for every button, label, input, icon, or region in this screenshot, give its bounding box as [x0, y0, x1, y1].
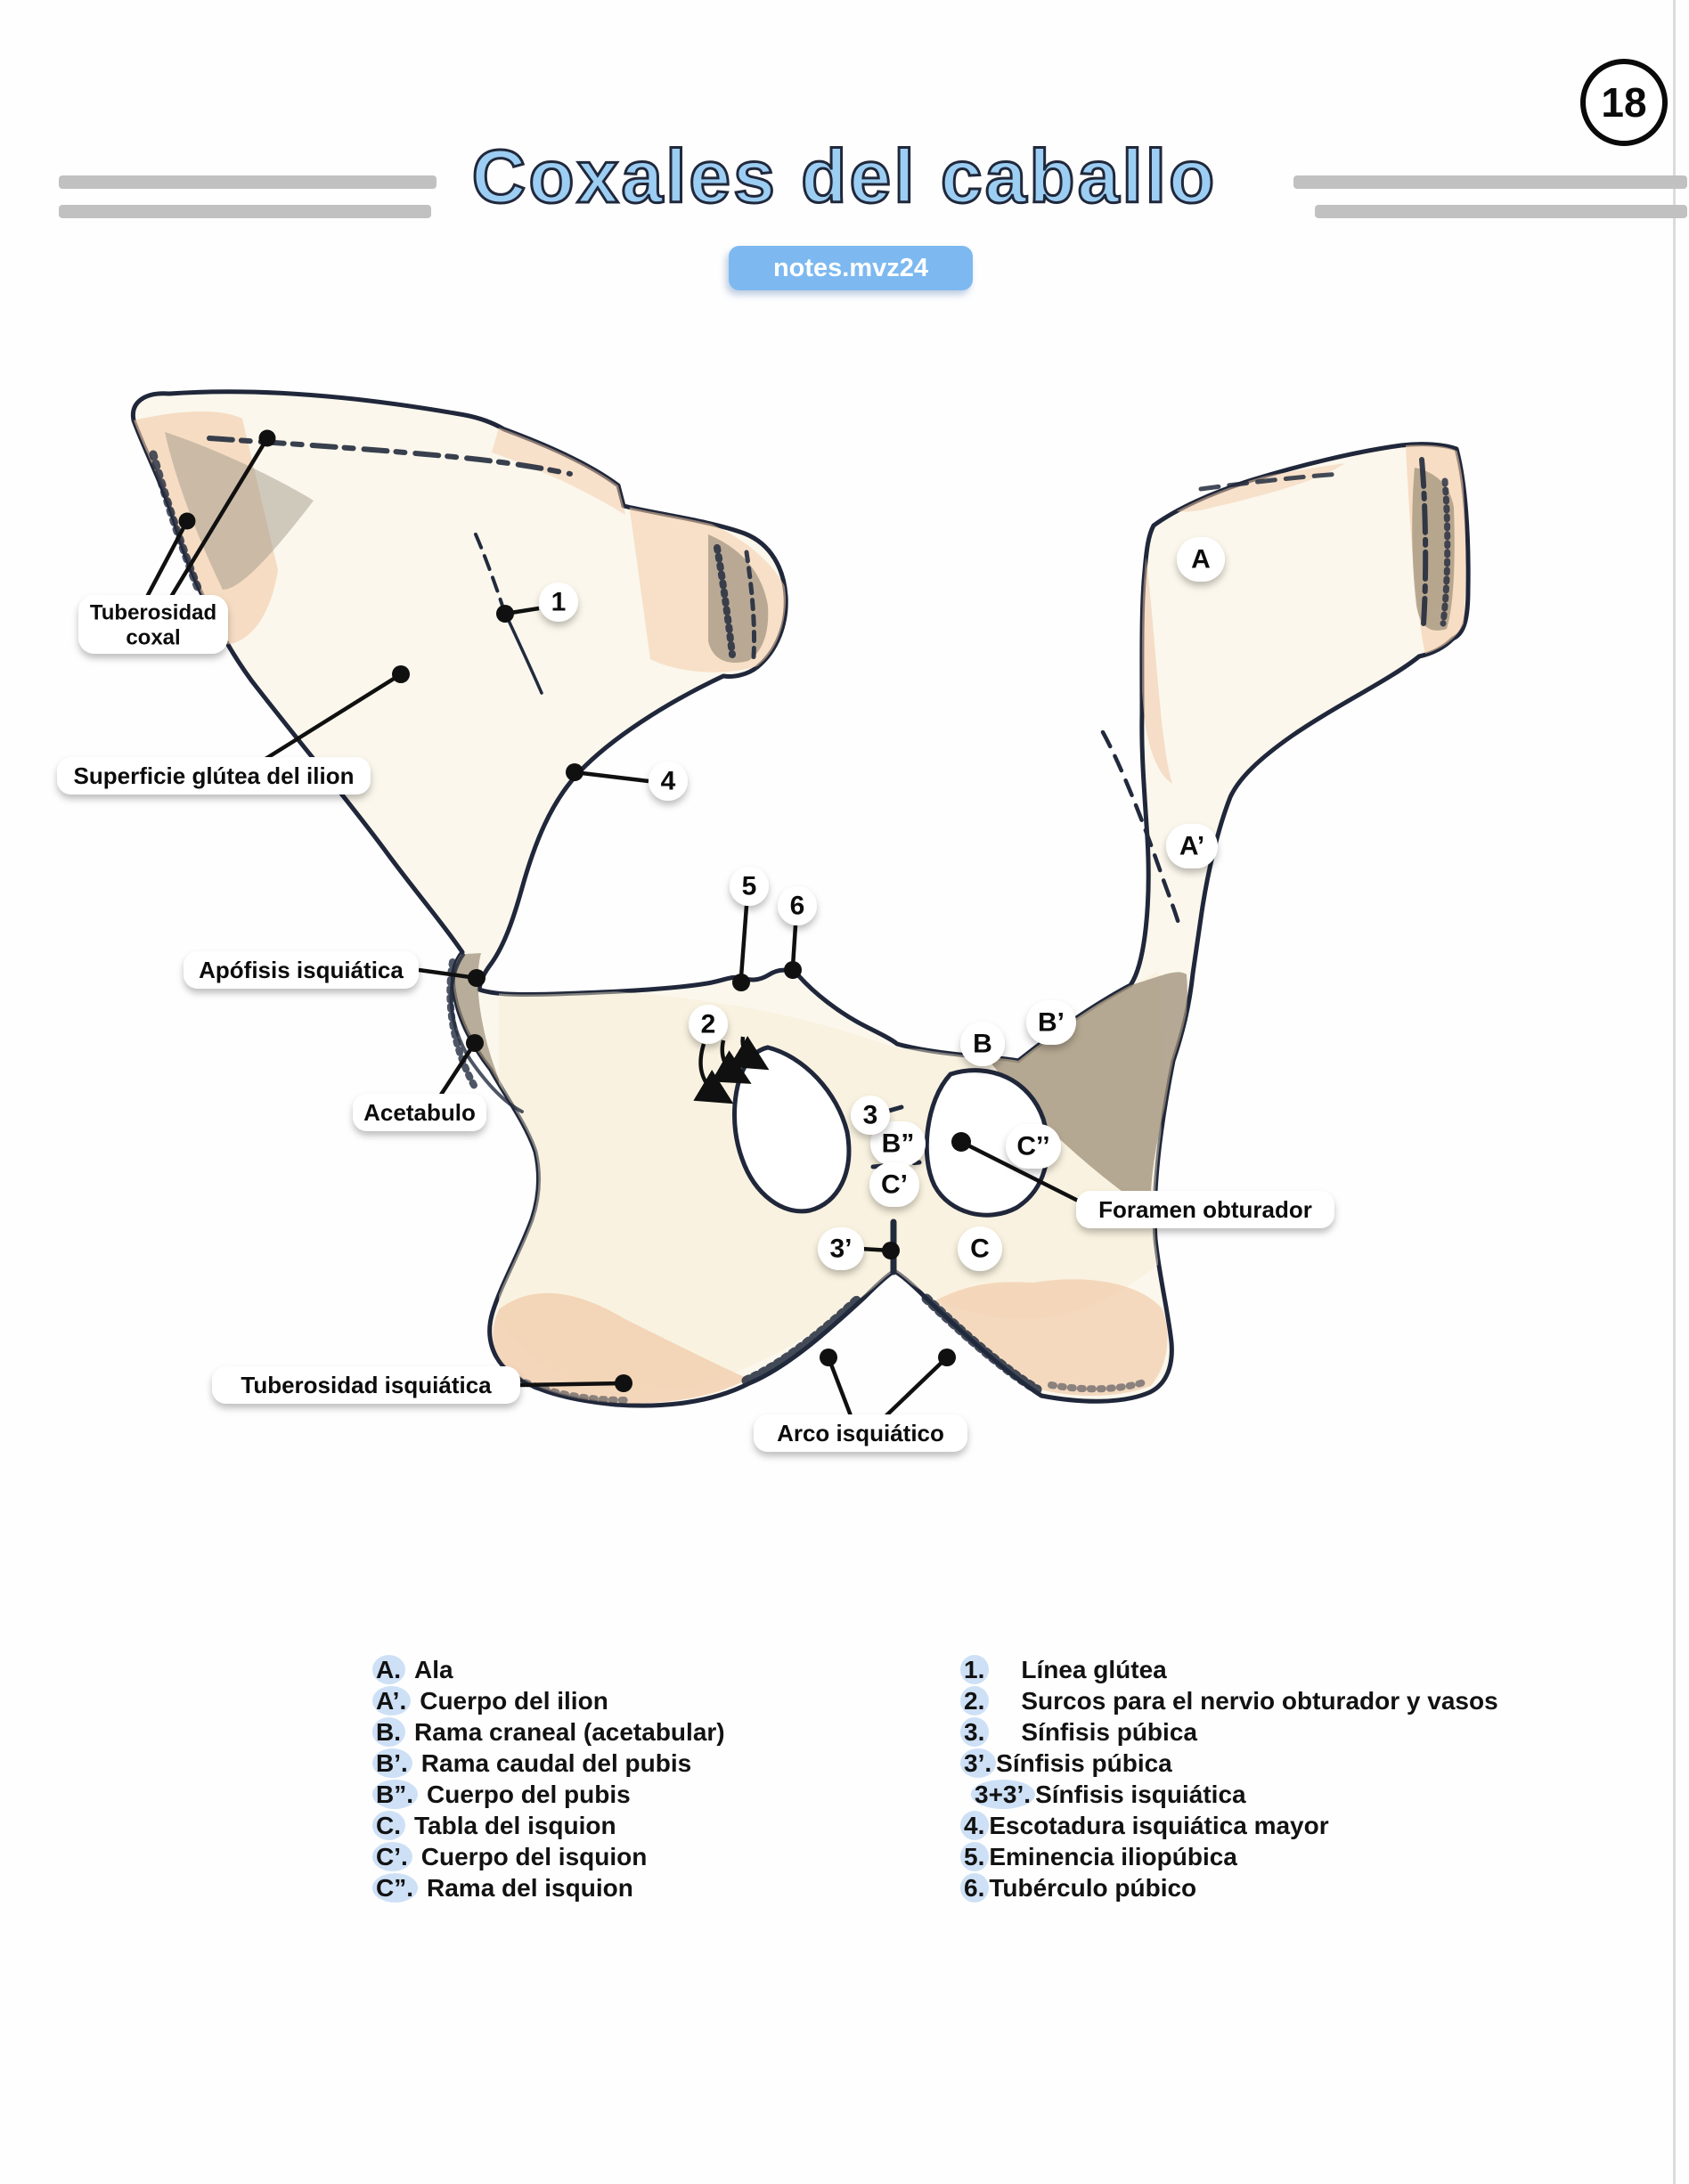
legend-item	[960, 1685, 1498, 1716]
callout-tuberosidad-isquiatica	[212, 1366, 520, 1404]
callout-apofisis-isquiatica	[184, 951, 419, 989]
svg-text:B: B	[973, 1029, 992, 1059]
legend-prefix: 6.	[960, 1873, 989, 1903]
svg-text:C’: C’	[881, 1169, 908, 1200]
svg-text:C’’: C’’	[1016, 1131, 1050, 1161]
marker-C	[958, 1226, 1002, 1271]
legend-prefix: C”.	[372, 1873, 418, 1903]
legend-item	[960, 1810, 1498, 1841]
legend-letters-list	[372, 1654, 725, 1903]
legend-text: Tabla del isquion	[414, 1812, 616, 1839]
callout-superficie-glutea-text: Superficie glútea del ilion	[73, 762, 355, 789]
callout-apofisis-isquiatica-text: Apófisis isquiática	[199, 957, 404, 983]
legend-prefix: 1.	[960, 1655, 989, 1684]
legend-text: Rama del isquion	[427, 1874, 633, 1902]
marker-C-prime	[869, 1162, 919, 1207]
callout-acetabulo-text: Acetabulo	[363, 1099, 476, 1126]
callout-foramen-obturador-text: Foramen obturador	[1098, 1196, 1312, 1223]
legend-text: Línea glútea	[1021, 1656, 1167, 1683]
marker-5	[730, 867, 769, 906]
legend-numbers	[960, 1654, 1498, 1903]
legend-text: Surcos para el nervio obturador y vasos	[1021, 1687, 1498, 1715]
marker-1	[539, 583, 578, 622]
legend-item	[960, 1716, 1498, 1748]
legend-prefix: C’.	[372, 1842, 412, 1871]
callout-tuberosidad-coxal	[78, 595, 228, 654]
marker-3-prime	[818, 1227, 864, 1270]
legend-prefix: 3+3’.	[971, 1780, 1035, 1809]
legend-text: Sínfisis púbica	[1021, 1718, 1197, 1746]
legend-text: Cuerpo del pubis	[427, 1781, 631, 1808]
legend-item	[960, 1779, 1498, 1810]
svg-text:B’: B’	[1038, 1007, 1065, 1038]
legend-item	[372, 1779, 725, 1810]
legend-text: Escotadura isquiática mayor	[989, 1812, 1329, 1839]
legend-prefix: 4.	[960, 1811, 989, 1840]
callout-superficie-glutea	[57, 757, 371, 795]
legend-prefix: 5.	[960, 1842, 989, 1871]
legend-prefix: B.	[372, 1717, 405, 1747]
svg-text:C: C	[970, 1234, 990, 1264]
marker-4	[649, 762, 688, 801]
legend-text: Sínfisis púbica	[996, 1749, 1172, 1777]
page-number: 18	[1601, 79, 1647, 126]
marker-2	[689, 1005, 728, 1044]
legend-item	[372, 1748, 725, 1779]
svg-text:2: 2	[700, 1009, 716, 1039]
svg-text:6: 6	[789, 891, 805, 921]
legend-item	[372, 1716, 725, 1748]
legend-item	[372, 1685, 725, 1716]
legend-text: Cuerpo del isquion	[420, 1843, 648, 1870]
legend-text: Rama craneal (acetabular)	[414, 1718, 725, 1746]
svg-text:coxal: coxal	[126, 625, 181, 650]
notes-watermark-text: notes.mvz24	[772, 253, 929, 282]
legend-item	[372, 1810, 725, 1841]
legend-item	[372, 1872, 725, 1903]
callout-arco-isquiatico-text: Arco isquiático	[777, 1420, 944, 1446]
legend-prefix: A’.	[372, 1686, 411, 1715]
svg-text:3: 3	[862, 1100, 878, 1130]
legend-letters	[372, 1654, 725, 1903]
legend-item	[960, 1748, 1498, 1779]
marker-B	[960, 1022, 1005, 1066]
legend-prefix: 3’.	[960, 1748, 996, 1778]
legend-text: Cuerpo del ilion	[420, 1687, 608, 1715]
marker-B-prime	[1026, 1000, 1076, 1045]
legend-prefix: B’.	[372, 1748, 412, 1778]
legend-text: Eminencia iliopúbica	[989, 1843, 1237, 1870]
svg-text:1: 1	[551, 587, 567, 617]
legend-text: Sínfisis isquiática	[1035, 1781, 1246, 1808]
legend-numbers-list	[960, 1654, 1498, 1903]
legend-text: Ala	[414, 1656, 453, 1683]
legend-prefix: C.	[372, 1811, 405, 1840]
legend-item	[960, 1872, 1498, 1903]
legend-item	[372, 1841, 725, 1872]
svg-text:A: A	[1191, 544, 1211, 575]
marker-A	[1177, 537, 1225, 582]
marker-6	[778, 886, 817, 925]
legend-item	[372, 1654, 725, 1685]
legend-text: Tubérculo púbico	[989, 1874, 1197, 1902]
callout-arco-isquiatico	[754, 1414, 967, 1452]
marker-A-prime	[1166, 824, 1218, 868]
marker-3	[851, 1096, 890, 1135]
legend-item	[960, 1841, 1498, 1872]
legend-prefix: A.	[372, 1655, 405, 1684]
callout-tuberosidad-isquiatica-text: Tuberosidad isquiática	[241, 1372, 492, 1398]
legend-text: Rama caudal del pubis	[420, 1749, 692, 1777]
svg-text:A’: A’	[1179, 831, 1205, 861]
page-title: Coxales del caballo	[471, 134, 1218, 218]
legend-prefix: 2.	[960, 1686, 989, 1715]
svg-text:5: 5	[741, 871, 757, 901]
callout-foramen-obturador	[1076, 1191, 1334, 1228]
svg-text:B”: B”	[881, 1129, 915, 1159]
svg-text:3’: 3’	[829, 1234, 853, 1264]
svg-text:4: 4	[660, 766, 676, 796]
legend-prefix: B”.	[372, 1780, 418, 1809]
legend-item	[960, 1654, 1498, 1685]
callout-acetabulo	[353, 1094, 486, 1131]
legend-prefix: 3.	[960, 1717, 989, 1747]
marker-C-dprime	[1006, 1124, 1061, 1169]
callout-tuberosidad-coxal-text: Tuberosidad	[89, 600, 217, 625]
